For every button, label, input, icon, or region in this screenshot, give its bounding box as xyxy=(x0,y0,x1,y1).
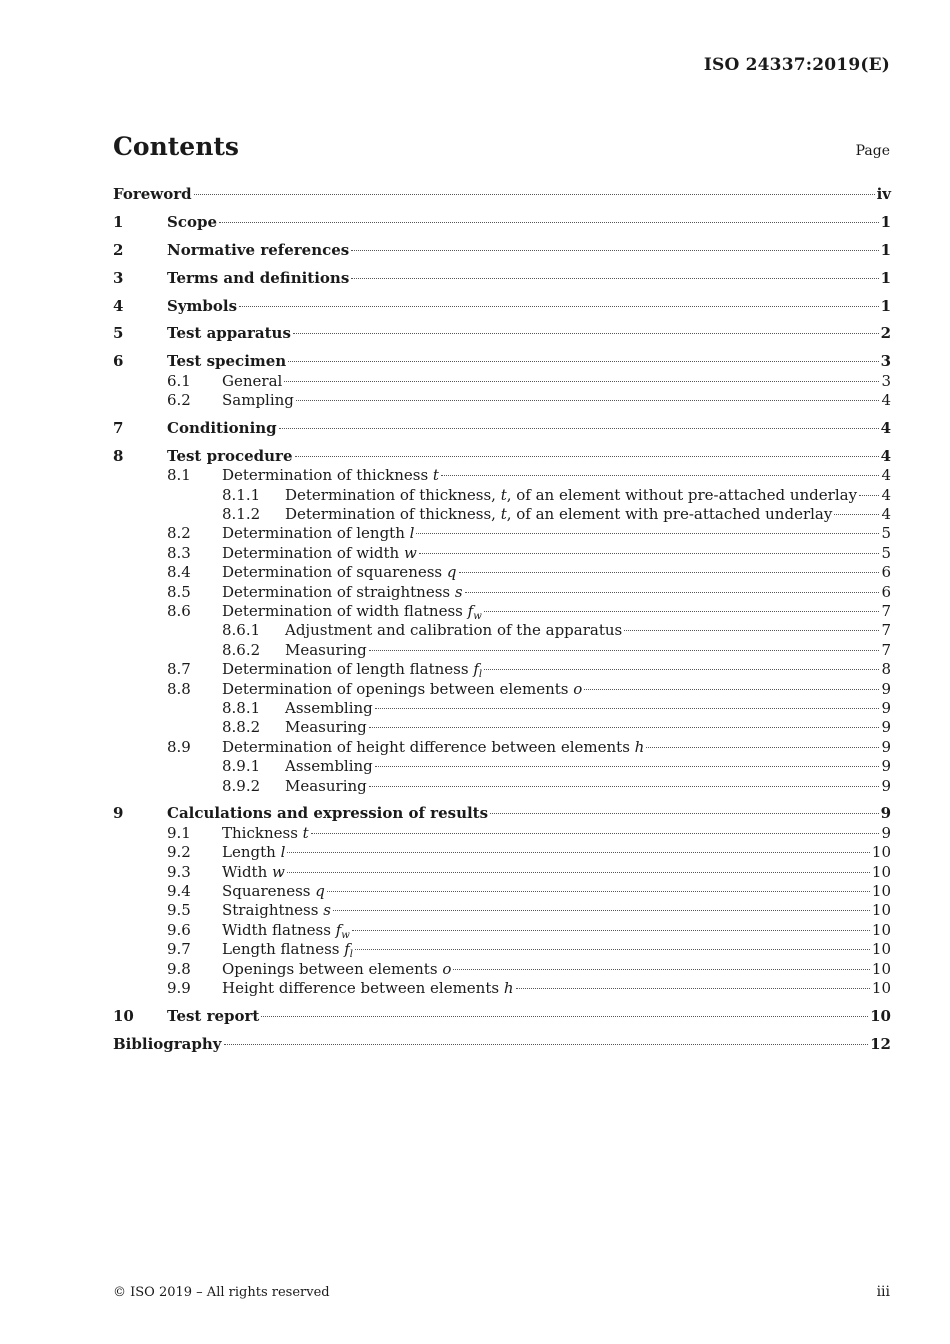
toc-entry[interactable] xyxy=(113,757,891,776)
toc-entry-page: 9 xyxy=(881,823,891,842)
toc-entry[interactable] xyxy=(113,804,891,823)
toc-entry[interactable] xyxy=(113,419,891,438)
toc-entry[interactable] xyxy=(113,960,891,979)
dot-leader xyxy=(375,707,880,709)
toc-entry-page: 10 xyxy=(871,882,891,900)
toc-entry-number: 9.1 xyxy=(167,823,191,842)
toc-symbol: h xyxy=(503,978,514,997)
toc-entry[interactable] xyxy=(113,699,891,718)
toc-entry-number: 1 xyxy=(113,212,124,231)
toc-entry[interactable] xyxy=(113,466,891,485)
toc-entry-page: iv xyxy=(876,185,891,203)
toc-entry-title: Assembling xyxy=(285,757,373,776)
toc-entry-number: 4 xyxy=(113,296,124,315)
toc-entry-title: Measuring xyxy=(285,718,367,737)
dot-leader xyxy=(219,221,879,223)
toc-entry[interactable] xyxy=(113,824,891,843)
toc-entry-number: 8.9.2 xyxy=(222,776,261,795)
toc-symbol-subscript: l xyxy=(478,669,483,681)
toc-symbol: t xyxy=(500,485,507,504)
toc-entry-page: 8 xyxy=(881,660,891,679)
toc-entry[interactable] xyxy=(113,185,891,204)
dot-leader xyxy=(327,890,870,892)
toc-entry-number: 8.6.1 xyxy=(222,621,261,640)
dot-leader xyxy=(355,948,870,950)
toc-entry-page: 6 xyxy=(881,563,891,582)
toc-entry-page: 12 xyxy=(870,1034,891,1053)
toc-symbol: f xyxy=(467,602,474,621)
dot-leader xyxy=(261,1015,868,1017)
toc-entry-page: 4 xyxy=(881,505,891,524)
dot-leader xyxy=(453,968,870,970)
dot-leader xyxy=(516,987,870,989)
toc-entry-title: Test specimen xyxy=(167,352,287,371)
toc-entry-page: 4 xyxy=(880,446,891,465)
toc-entry-number: 2 xyxy=(113,240,124,259)
toc-entry-page: 9 xyxy=(880,804,891,823)
toc-entry-title: Determination of thickness t xyxy=(222,466,439,485)
dot-leader xyxy=(287,851,870,853)
toc-entry-page: 9 xyxy=(881,776,891,795)
toc-entry-title: Determination of width w xyxy=(222,543,417,562)
toc-entry[interactable] xyxy=(113,372,891,391)
toc-entry[interactable] xyxy=(113,602,891,621)
dot-leader xyxy=(333,909,870,911)
toc-entry-title: Length flatness $f_l$ xyxy=(222,940,353,961)
toc-symbol: w xyxy=(403,543,417,562)
toc-entry-number: 8.1 xyxy=(167,466,191,485)
toc-entry-page: 1 xyxy=(880,212,891,231)
toc-entry[interactable] xyxy=(113,297,891,316)
dot-leader xyxy=(484,610,880,612)
toc-entry-title: Determination of width flatness $f_w$ xyxy=(222,602,482,623)
toc-symbol: l xyxy=(280,843,286,862)
toc-entry-page: 9 xyxy=(881,698,891,717)
toc-entry-title: Measuring xyxy=(285,640,367,659)
toc-symbol-subscript: l xyxy=(349,949,353,961)
dot-leader xyxy=(375,765,880,767)
toc-entry[interactable] xyxy=(113,1035,891,1054)
dot-leader xyxy=(352,929,870,931)
toc-entry-title: Determination of thickness, t, of an element with pre-attached underlay xyxy=(285,505,833,524)
dot-leader xyxy=(279,427,879,429)
toc-entry-page: 3 xyxy=(881,371,891,390)
toc-entry-title: Sampling xyxy=(222,391,294,410)
toc-entry-title: Squareness q xyxy=(222,882,325,900)
dot-leader xyxy=(369,726,880,728)
toc-entry-title: Test procedure xyxy=(167,446,293,465)
toc-entry-number: 9.2 xyxy=(167,843,191,862)
toc-symbol: f xyxy=(344,940,350,959)
toc-entry-number: 6.2 xyxy=(167,391,191,410)
toc-entry-number: 9.9 xyxy=(167,978,191,997)
toc-entry[interactable] xyxy=(113,486,891,505)
toc-entry-number: 8.1.1 xyxy=(222,485,261,504)
dot-leader xyxy=(646,746,879,748)
toc-entry[interactable] xyxy=(113,621,891,640)
toc-entry-number: 7 xyxy=(113,419,124,438)
toc-entry-page: 5 xyxy=(881,543,891,562)
toc-entry-page: 9 xyxy=(881,737,891,756)
toc-entry[interactable] xyxy=(113,447,891,466)
toc-symbol-subscript: w xyxy=(341,929,350,941)
toc-entry-title: Foreword xyxy=(113,185,192,203)
toc-entry-page: 10 xyxy=(871,940,891,959)
toc-entry-number: 8.1.2 xyxy=(222,505,261,524)
toc-entry-page: 9 xyxy=(881,679,891,698)
dot-leader xyxy=(224,1043,869,1045)
toc-symbol: f xyxy=(473,660,479,679)
toc-entry-number: 8.9.1 xyxy=(222,757,261,776)
toc-entry-page: 10 xyxy=(871,901,891,920)
toc-entry-number: 8.7 xyxy=(167,660,191,679)
toc-entry-page: 7 xyxy=(881,621,891,640)
toc-entry[interactable] xyxy=(113,563,891,582)
toc-entry-number: 8.2 xyxy=(167,524,191,543)
toc-entry[interactable] xyxy=(113,583,891,602)
table-of-contents xyxy=(113,185,891,1054)
toc-entry-number: 9.3 xyxy=(167,862,191,881)
toc-symbol: l xyxy=(409,524,415,543)
toc-entry-page: 10 xyxy=(870,1006,891,1025)
toc-entry-title: Test report xyxy=(167,1006,260,1025)
toc-entry-page: 1 xyxy=(880,240,891,259)
toc-symbol: q xyxy=(315,882,325,900)
dot-leader xyxy=(416,532,879,534)
toc-entry-title: Openings between elements o xyxy=(222,959,452,978)
standard-identifier: ISO 24337:2019(E) xyxy=(703,55,890,75)
toc-symbol: h xyxy=(634,737,645,756)
toc-entry-number: 8.8.2 xyxy=(222,718,261,737)
toc-entry[interactable] xyxy=(113,524,891,543)
page-number: iii xyxy=(876,1284,890,1300)
toc-entry-number: 8.9 xyxy=(167,737,191,756)
toc-entry-page: 7 xyxy=(881,602,891,621)
toc-symbol-subscript: w xyxy=(473,611,482,623)
dot-leader xyxy=(287,871,870,873)
toc-entry-title: Width flatness $f_w$ xyxy=(222,920,350,941)
dot-leader xyxy=(284,380,879,382)
toc-symbol: w xyxy=(272,862,285,881)
toc-symbol: f xyxy=(335,920,342,939)
dot-leader xyxy=(459,571,880,573)
toc-entry-title: General xyxy=(222,371,283,390)
toc-entry-number: 8.8 xyxy=(167,679,191,698)
dot-leader xyxy=(239,305,879,307)
toc-entry-number: 6.1 xyxy=(167,371,191,390)
toc-entry-title: Bibliography xyxy=(113,1034,222,1053)
toc-entry-title: Length l xyxy=(222,843,286,862)
dot-leader xyxy=(311,832,880,834)
toc-entry[interactable] xyxy=(113,777,891,796)
toc-entry[interactable] xyxy=(113,391,891,410)
toc-entry-title: Determination of openings between elements o xyxy=(222,679,583,698)
toc-entry[interactable] xyxy=(113,940,891,959)
dot-leader xyxy=(484,668,879,670)
toc-entry-number: 8.3 xyxy=(167,543,191,562)
toc-entry[interactable] xyxy=(113,718,891,737)
dot-leader xyxy=(295,455,879,457)
toc-entry-title: Conditioning xyxy=(167,419,277,438)
toc-entry-page: 2 xyxy=(880,324,891,343)
toc-entry-number: 8.6.2 xyxy=(222,640,261,659)
page-column-label: Page xyxy=(855,143,890,159)
toc-entry[interactable] xyxy=(113,863,891,882)
toc-entry[interactable] xyxy=(113,641,891,660)
toc-entry-number: 9.7 xyxy=(167,940,191,959)
copyright-footer: © ISO 2019 – All rights reserved xyxy=(113,1285,330,1300)
toc-entry[interactable] xyxy=(113,680,891,699)
toc-entry[interactable] xyxy=(113,241,891,260)
toc-entry-number: 9.8 xyxy=(167,959,191,978)
toc-entry-page: 4 xyxy=(881,391,891,410)
toc-entry-number: 5 xyxy=(113,324,124,343)
toc-symbol: q xyxy=(446,563,457,582)
dot-leader xyxy=(351,249,878,251)
toc-entry-number: 9.5 xyxy=(167,901,191,920)
toc-symbol: s xyxy=(454,582,463,601)
toc-entry[interactable] xyxy=(113,979,891,998)
toc-entry[interactable] xyxy=(113,505,891,524)
toc-entry-title: Assembling xyxy=(285,698,373,717)
toc-entry-number: 8 xyxy=(113,446,124,465)
toc-entry[interactable] xyxy=(113,901,891,920)
toc-entry-page: 4 xyxy=(881,466,891,485)
toc-entry[interactable] xyxy=(113,882,891,901)
toc-entry-page: 10 xyxy=(871,978,891,997)
toc-entry-page: 10 xyxy=(871,862,891,881)
dot-leader xyxy=(624,629,879,631)
toc-entry[interactable] xyxy=(113,213,891,232)
dot-leader xyxy=(351,277,878,279)
toc-symbol: s xyxy=(323,901,331,920)
dot-leader xyxy=(859,494,879,496)
toc-entry-title: Scope xyxy=(167,212,218,231)
toc-entry-title: Width w xyxy=(222,862,285,881)
dot-leader xyxy=(296,399,880,401)
toc-entry-number: 9.6 xyxy=(167,920,191,939)
toc-entry-title: Adjustment and calibration of the apparatus xyxy=(285,621,623,640)
toc-entry-title: Determination of squareness q xyxy=(222,563,457,582)
toc-entry-number: 8.5 xyxy=(167,582,191,601)
toc-entry[interactable] xyxy=(113,352,891,371)
toc-entry-title: Test apparatus xyxy=(167,324,291,343)
toc-entry-number: 8.4 xyxy=(167,563,191,582)
toc-entry-page: 1 xyxy=(880,268,891,287)
dot-leader xyxy=(465,591,880,593)
toc-symbol: t xyxy=(302,823,309,842)
dot-leader xyxy=(194,193,875,195)
toc-entry-number: 8.6 xyxy=(167,602,191,621)
toc-entry-title: Symbols xyxy=(167,296,238,315)
toc-entry-page: 7 xyxy=(881,640,891,659)
toc-entry-page: 1 xyxy=(880,296,891,315)
toc-symbol: t xyxy=(500,505,507,524)
toc-entry-page: 10 xyxy=(871,843,891,862)
dot-leader xyxy=(369,649,880,651)
toc-entry[interactable] xyxy=(113,738,891,757)
toc-entry-number: 6 xyxy=(113,352,124,371)
dot-leader xyxy=(293,332,879,334)
toc-entry-title: Measuring xyxy=(285,776,367,795)
toc-entry-page: 9 xyxy=(881,718,891,737)
page-title: Contents xyxy=(113,132,240,161)
dot-leader xyxy=(490,812,879,814)
toc-entry[interactable] xyxy=(113,843,891,862)
dot-leader xyxy=(441,474,880,476)
toc-entry[interactable] xyxy=(113,921,891,940)
dot-leader xyxy=(369,785,880,787)
toc-entry-number: 9 xyxy=(113,804,124,823)
toc-entry-page: 9 xyxy=(881,757,891,776)
toc-entry-page: 3 xyxy=(880,352,891,371)
dot-leader xyxy=(419,552,880,554)
toc-entry[interactable] xyxy=(113,324,891,343)
toc-entry-title: Normative references xyxy=(167,240,350,259)
toc-entry-number: 3 xyxy=(113,268,124,287)
toc-entry-title: Calculations and expression of results xyxy=(167,804,489,823)
dot-leader xyxy=(288,360,878,362)
toc-entry[interactable] xyxy=(113,269,891,288)
toc-entry-title: Straightness s xyxy=(222,901,331,920)
toc-symbol: t xyxy=(432,466,439,485)
toc-entry[interactable] xyxy=(113,660,891,679)
toc-entry-page: 6 xyxy=(881,582,891,601)
toc-entry-title: Determination of length flatness $f_l$ xyxy=(222,660,483,681)
toc-entry-title: Determination of length l xyxy=(222,524,415,543)
toc-entry-page: 4 xyxy=(880,419,891,438)
toc-entry-title: Determination of thickness, t, of an element without pre-attached underlay xyxy=(285,485,858,504)
toc-entry-page: 10 xyxy=(871,959,891,978)
toc-entry-number: 9.4 xyxy=(167,882,191,900)
dot-leader xyxy=(834,513,879,515)
toc-entry-page: 5 xyxy=(881,524,891,543)
toc-entry-number: 8.8.1 xyxy=(222,698,261,717)
toc-entry-title: Thickness t xyxy=(222,823,309,842)
toc-symbol: o xyxy=(573,679,583,698)
toc-symbol: o xyxy=(442,959,452,978)
toc-entry-title: Determination of height difference between elements h xyxy=(222,737,645,756)
toc-entry[interactable] xyxy=(113,1007,891,1026)
toc-entry-title: Height difference between elements h xyxy=(222,978,514,997)
toc-entry[interactable] xyxy=(113,544,891,563)
toc-entry-page: 10 xyxy=(871,920,891,939)
toc-entry-page: 4 xyxy=(881,485,891,504)
toc-entry-title: Terms and definitions xyxy=(167,268,350,287)
toc-entry-number: 10 xyxy=(113,1006,134,1025)
toc-entry-title: Determination of straightness s xyxy=(222,582,463,601)
dot-leader xyxy=(584,688,879,690)
